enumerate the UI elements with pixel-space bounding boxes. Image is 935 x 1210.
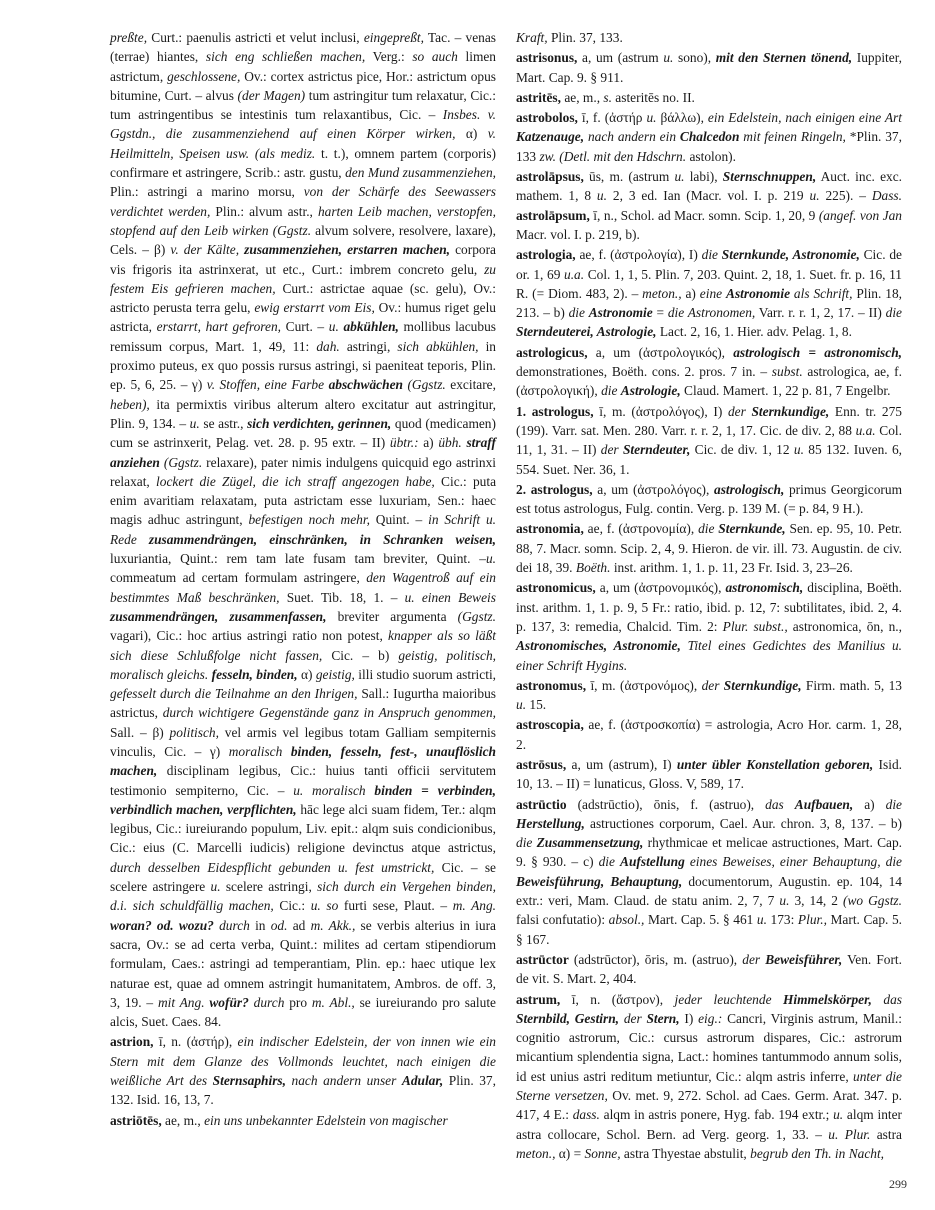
dictionary-entry: astronomus, ī, m. (ἀστρονόμος), der Sternkundige, Firm. math. 5, 13 u. 15. <box>516 677 902 713</box>
right-column <box>516 28 902 1164</box>
dictionary-entry: astrolāpsus, ūs, m. (astrum u. labi), Sternschnuppen, Auct. inc. exc. mathem. 1, 8 u. 2, 3 ed. Ian (Macr. vol. I. p. 219 u. 225). – Dass. astrolāpsum, ī, n., Schol. ad Macr. somn. Scip. 1, 20, 9 (angef. von Jan Macr. vol. I. p. 219, b). <box>516 169 902 242</box>
dictionary-entry: 2. astrologus, a, um (ἀστρολόγος), astrologisch, primus Georgicorum est totus astrologus, Fulg. contin. Verg. p. 139 M. (= p. 84, 9 H.). <box>516 481 902 517</box>
entry-continuation: Kraft, Plin. 37, 133. <box>516 30 623 45</box>
page-number: 299 <box>889 1177 907 1191</box>
entry-continuation: preßte, Curt.: paenulis astricti et velut inclusi, eingepreßt, Tac. – venas (terrae) hiantes, sich eng schließen machen, Verg.: so auch limen astrictum, geschlossene, Ov.: cortex astrictus pice, Hor.: astrictum opus bitumine, Curt. – alvus (der Magen) tum astringitur tum relaxatur, Cic.: tum astringentibus se intestinis tum relaxantibus, Cic. – Insbes. v. Ggstdn., die zusammenziehend auf einen Körper wirken, α) v. Heilmitteln, Speisen usw. (als mediz. t. t.), omnem partem (corporis) confirmare et astringere, Scrib.: astr. gustu, den Mund zusammenziehen, Plin.: astringi a marino morsu, von der Schärfe des Seewassers verdichtet werden, Plin.: alvum astr., harten Leib machen, verstopfen, stopfend auf den Leib wirken (Ggstz. alvum solvere, resolvere, laxare), Cels. – β) v. der Kälte, zusammenziehen, erstarren machen, corpora vis frigoris ita astrinxerat, ut etc., Curt.: imbrem concreto gelu, zu festem Eis gefrieren machen, Curt.: astrictae aquae (sc. gelu), Ov.: astricto perusta terra gelu, ewig erstarrt vom Eis, Ov.: humus riget gelu astricta, erstarrt, hart gefroren, Curt. – u. abkühlen, mollibus lacubus remissum corpus, Mart. 1, 49, 11: dah. astringi, sich abkühlen, in proximo puteus, ex quo possis rursus astringi, si paeniteat teporis, Plin. ep. 5, 6, 25. – γ) v. Stoffen, eine Farbe abschwächen (Ggstz. excitare, heben), ita permixtis viribus alterum altero excitatur aut astringitur, Plin. 9, 134. – u. se astr., sich verdichten, gerinnen, quod (medicamen) cum se astrinxerit, Pelag. vet. 28. p. 95 extr. – II) übtr.: a) übh. straff anziehen (Ggstz. relaxare), pater nimis indulgens quicquid ego astrinxi relaxat, lockert die Zügel, die ich straff angezogen habe, Cic.: puta enim avaritiam relaxatam, puta astrictam esse luxuriam, Sen.: haec magis adhuc astringunt, befestigen noch mehr, Quint. – in Schrift u. Rede zusammendrängen, einschränken, in Schranken weisen, luxuriantia, Quint.: rem tam late fusam tam breviter, Quint. –u. commeatum ad certam formulam astringere, den Wagentroß auf ein bestimmtes Maß beschränken, Suet. Tib. 18, 1. – u. einen Beweis zusammendrängen, zusammenfassen, breviter argumenta (Ggstz. vagari), Cic.: hoc artius astringi ratio non potest, knapper als so läßt sich diese Schlußfolge nicht fassen, Cic. – b) geistig, politisch, moralisch gleichs. fesseln, binden, α) geistig, illi studio suorum astricti, gefesselt durch die Teilnahme an den Ihrigen, Sall.: Iugurtha maioribus astrictus, durch wichtigere Gegenstände ganz in Anspruch genommen, Sall. – β) politisch, vel armis vel legibus totam Galliam sempiternis vinculis, Cic. – γ) moralisch binden, fesseln, fest-, unauflöslich machen, disciplinam legibus, Cic.: huius tanti officii servitutem testimonio sempiterno, Cic. – u. moralisch binden = verbinden, verbindlich machen, verpflichten, hāc lege alci suam fidem, Ter.: alqm legibus, Cic.: iureiurando populum, Liv. epit.: alqm suis condicionibus, Cic.: eius (C. Marcelli iudicis) religione devinctus atque astrictus, durch desselben Eidespflicht gebunden u. fest umstrickt, Cic. – se scelere astringere u. scelere astringi, sich durch ein Vergehen binden, d.i. sich schuldfällig machen, Cic.: u. so furti sese, Plaut. – m. Ang. woran? od. wozu? durch in od. ad m. Akk., se verbis alterius in iura sacra, Ov.: se ad certa verba, Quint.: milites ad certam stipendiorum formulam, Caes.: astringi ad temperantiam, Plin. ep.: haec utique lex naturae est, quae ad omnem astringit humanitatem, Ambros. de off. 3, 3, 19. – mit Ang. wofür? durch pro m. Abl., se iureiurando pro salute alcis, Suet. Caes. 84. <box>110 30 497 1030</box>
dictionary-entry: astronomicus, a, um (ἀστρονομικός), astronomisch, disciplina, Boëth. inst. arithm. 1, 1. p. 9, 5 Fr.: ratio, ibid. p. 12, 7: subtilitates, ibid. 2, 4. p. 137, 3: remedia, Chalcid. Tim. 2: Plur. subst., astronomica, ōn, n., Astronomisches, Astronomie, Titel eines Gedichtes des Manilius u. einer Schrift Hygins. <box>516 580 902 673</box>
dictionary-entry: astrion, ī, n. (ἀστήρ), ein indischer Edelstein, der von innen wie ein Stern mit dem Glanze des Vollmonds leuchtet, nach einigen die weißliche Art des Sternsaphirs, nach andern unser Adular, Plin. 37, 132. Isid. 16, 13, 7. <box>110 1034 496 1108</box>
dictionary-entry: astrūctio (adstrūctio), ōnis, f. (astruo), das Aufbauen, a) die Herstellung, astructiones corporum, Cael. Aur. chron. 3, 8, 137. – b) die Zusammensetzung, rhythmicae et melicae astructiones, Mart. Cap. 9. § 930. – c) die Aufstellung eines Beweises, einer Behauptung, die Beweisführung, Behauptung, documentorum, Augustin. ep. 104, 14 extr.: veri, Mam. Claud. de statu anim. 2, 7, 7 u. 3, 14, 2 (wo Ggstz. falsi confutatio): absol., Mart. Cap. 5. § 461 u. 173: Plur., Mart. Cap. 5. § 167. <box>516 796 902 947</box>
dictionary-entry: astritēs, ae, m., s. asteritēs no. II. <box>516 89 695 105</box>
dictionary-entry: astrologicus, a, um (ἀστρολογικός), astrologisch = astronomisch, demonstrationes, Boëth. cons. 2. pros. 7 in. – subst. astrologica, ae, f. (ἀστρολογική), die Astrologie, Claud. Mamert. 1, 22 p. 81, 7 Engelbr. <box>516 344 902 399</box>
dictionary-entry: astrūctor (adstrūctor), ōris, m. (astruo), der Beweisführer, Ven. Fort. de vit. S. Mart. 2, 404. <box>516 951 902 987</box>
dictionary-page <box>110 28 910 1178</box>
left-column <box>110 28 496 1131</box>
dictionary-entry: astrologia, ae, f. (ἀστρολογία), I) die Sternkunde, Astronomie, Cic. de or. 1, 69 u.a. Col. 1, 1, 5. Plin. 7, 203. Quint. 2, 18, 1. Suet. fr. p. 16, 11 R. (= Diom. 483, 2). – meton., a) eine Astronomie als Schrift, Plin. 18, 213. – b) die Astronomie = die Astronomen, Varr. r. r. 1, 2, 17. – II) die Sterndeuterei, Astrologie, Lact. 2, 16, 1. Hier. adv. Pelag. 1, 8. <box>516 247 902 340</box>
dictionary-entry: astrōsus, a, um (astrum), I) unter übler Konstellation geboren, Isid. 10, 13. – II) = lunaticus, Gloss. V, 589, 17. <box>516 756 902 792</box>
dictionary-entry: astrisonus, a, um (astrum u. sono), mit den Sternen tönend, Iuppiter, Mart. Cap. 9. § 911. <box>516 50 902 85</box>
dictionary-entry: astriōtēs, ae, m., ein uns unbekannter Edelstein von magischer <box>110 1112 448 1128</box>
dictionary-entry: astroscopia, ae, f. (ἀστροσκοπία) = astrologia, Acro Hor. carm. 1, 28, 2. <box>516 717 902 752</box>
dictionary-entry: astronomia, ae, f. (ἀστρονομία), die Sternkunde, Sen. ep. 95, 10. Petr. 88, 7. Macr. somn. Scip. 2, 4, 9. Hieron. de vir. ill. 73. Augustin. de civ. dei 18, 39. Boëth. inst. arithm. 1, 1. p. 11, 23 Fr. Isid. 3, 23–26. <box>516 521 902 576</box>
dictionary-entry: astrobolos, ī, f. (ἀστήρ u. βάλλω), ein Edelstein, nach einigen eine Art Katzenauge, nach andern ein Chalcedon mit feinen Ringeln, *Plin. 37, 133 zw. (Detl. mit den Hdschrn. astolon). <box>516 110 902 164</box>
dictionary-entry: astrum, ī, n. (ἄστρον), jeder leuchtende Himmelskörper, das Sternbild, Gestirn, der Stern, I) eig.: Cancri, Virginis astrum, Manil.: cognitio astrorum, Cic.: cursus astrorum dispares, Cic.: astrorum micantium splendentia signa, Lact.: homines tantummodo annum solis, id est unius astri reditum metiuntur, Cic.: alqm astris inferre, unter die Sterne versetzen, Ov. met. 9, 272. Schol. ad Caes. Germ. Arat. 347. p. 417, 4 E.: dass. alqm in astris ponere, Hyg. fab. 194 extr.; u. alqm inter astra collocare, Schol. Bern. ad Verg. georg. 1, 33. – u. Plur. astra meton., α) = Sonne, astra Thyestae abstulit, begrub den Th. in Nacht, <box>516 991 903 1161</box>
dictionary-entry: 1. astrologus, ī, m. (ἀστρολόγος), I) der Sternkundige, Enn. tr. 275 (199). Varr. sat. Men. 280. Varr. r. r. 2, 1, 17. Cic. de div. 2, 88 u.a. Col. 11, 1, 31. – II) der Sterndeuter, Cic. de div. 1, 12 u. 85 132. Iuven. 6, 554. Suet. Ner. 36, 1. <box>516 403 902 477</box>
